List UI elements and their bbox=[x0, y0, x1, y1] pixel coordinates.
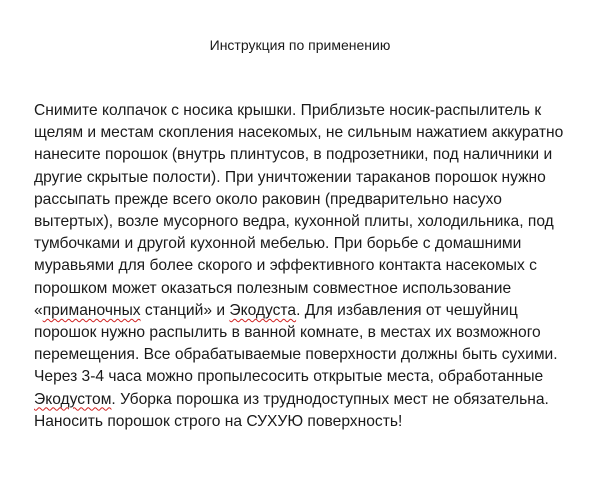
misspelled-word[interactable]: Экодуста bbox=[229, 301, 297, 319]
instruction-paragraph bbox=[34, 100, 582, 433]
misspelled-word[interactable]: Экодустом bbox=[34, 390, 112, 408]
text-segment: . Для избавления от чешуйниц порошок нужно распылить в ванной комнате, в местах их возможного перемещения. Все обрабатываемые поверхности должны быть сухими. Через 3-4 часа можно пропылесосить открытые места, обработанные bbox=[34, 301, 558, 386]
misspelled-word[interactable]: приманочных bbox=[42, 301, 141, 319]
document-title: Инструкция по применению bbox=[209, 37, 391, 53]
text-segment: станций» и bbox=[140, 301, 230, 319]
text-segment: . Уборка порошка из труднодоступных мест не обязательна. Наносить порошок строго на СУХУЮ поверхность! bbox=[34, 390, 549, 430]
text-segment: Снимите колпачок с носика крышки. Приблизьте носик-распылитель к щелям и местам скопления насекомых, не сильным нажатием аккуратно нанесите порошок (внутрь плинтусов, в подрозетники, под наличники и другие скрытые полости). При уничтожении тараканов порошок нужно рассыпать прежде всего около раковин (предварительно насухо вытертых), возле мусорного ведра, кухонной плиты, холодильника, под тумбочками и другой кухонной мебелью. При борьбе с домашними муравьями для более скорого и эффективного контакта насекомых с порошком может оказаться полезным совместное использование « bbox=[34, 102, 564, 319]
